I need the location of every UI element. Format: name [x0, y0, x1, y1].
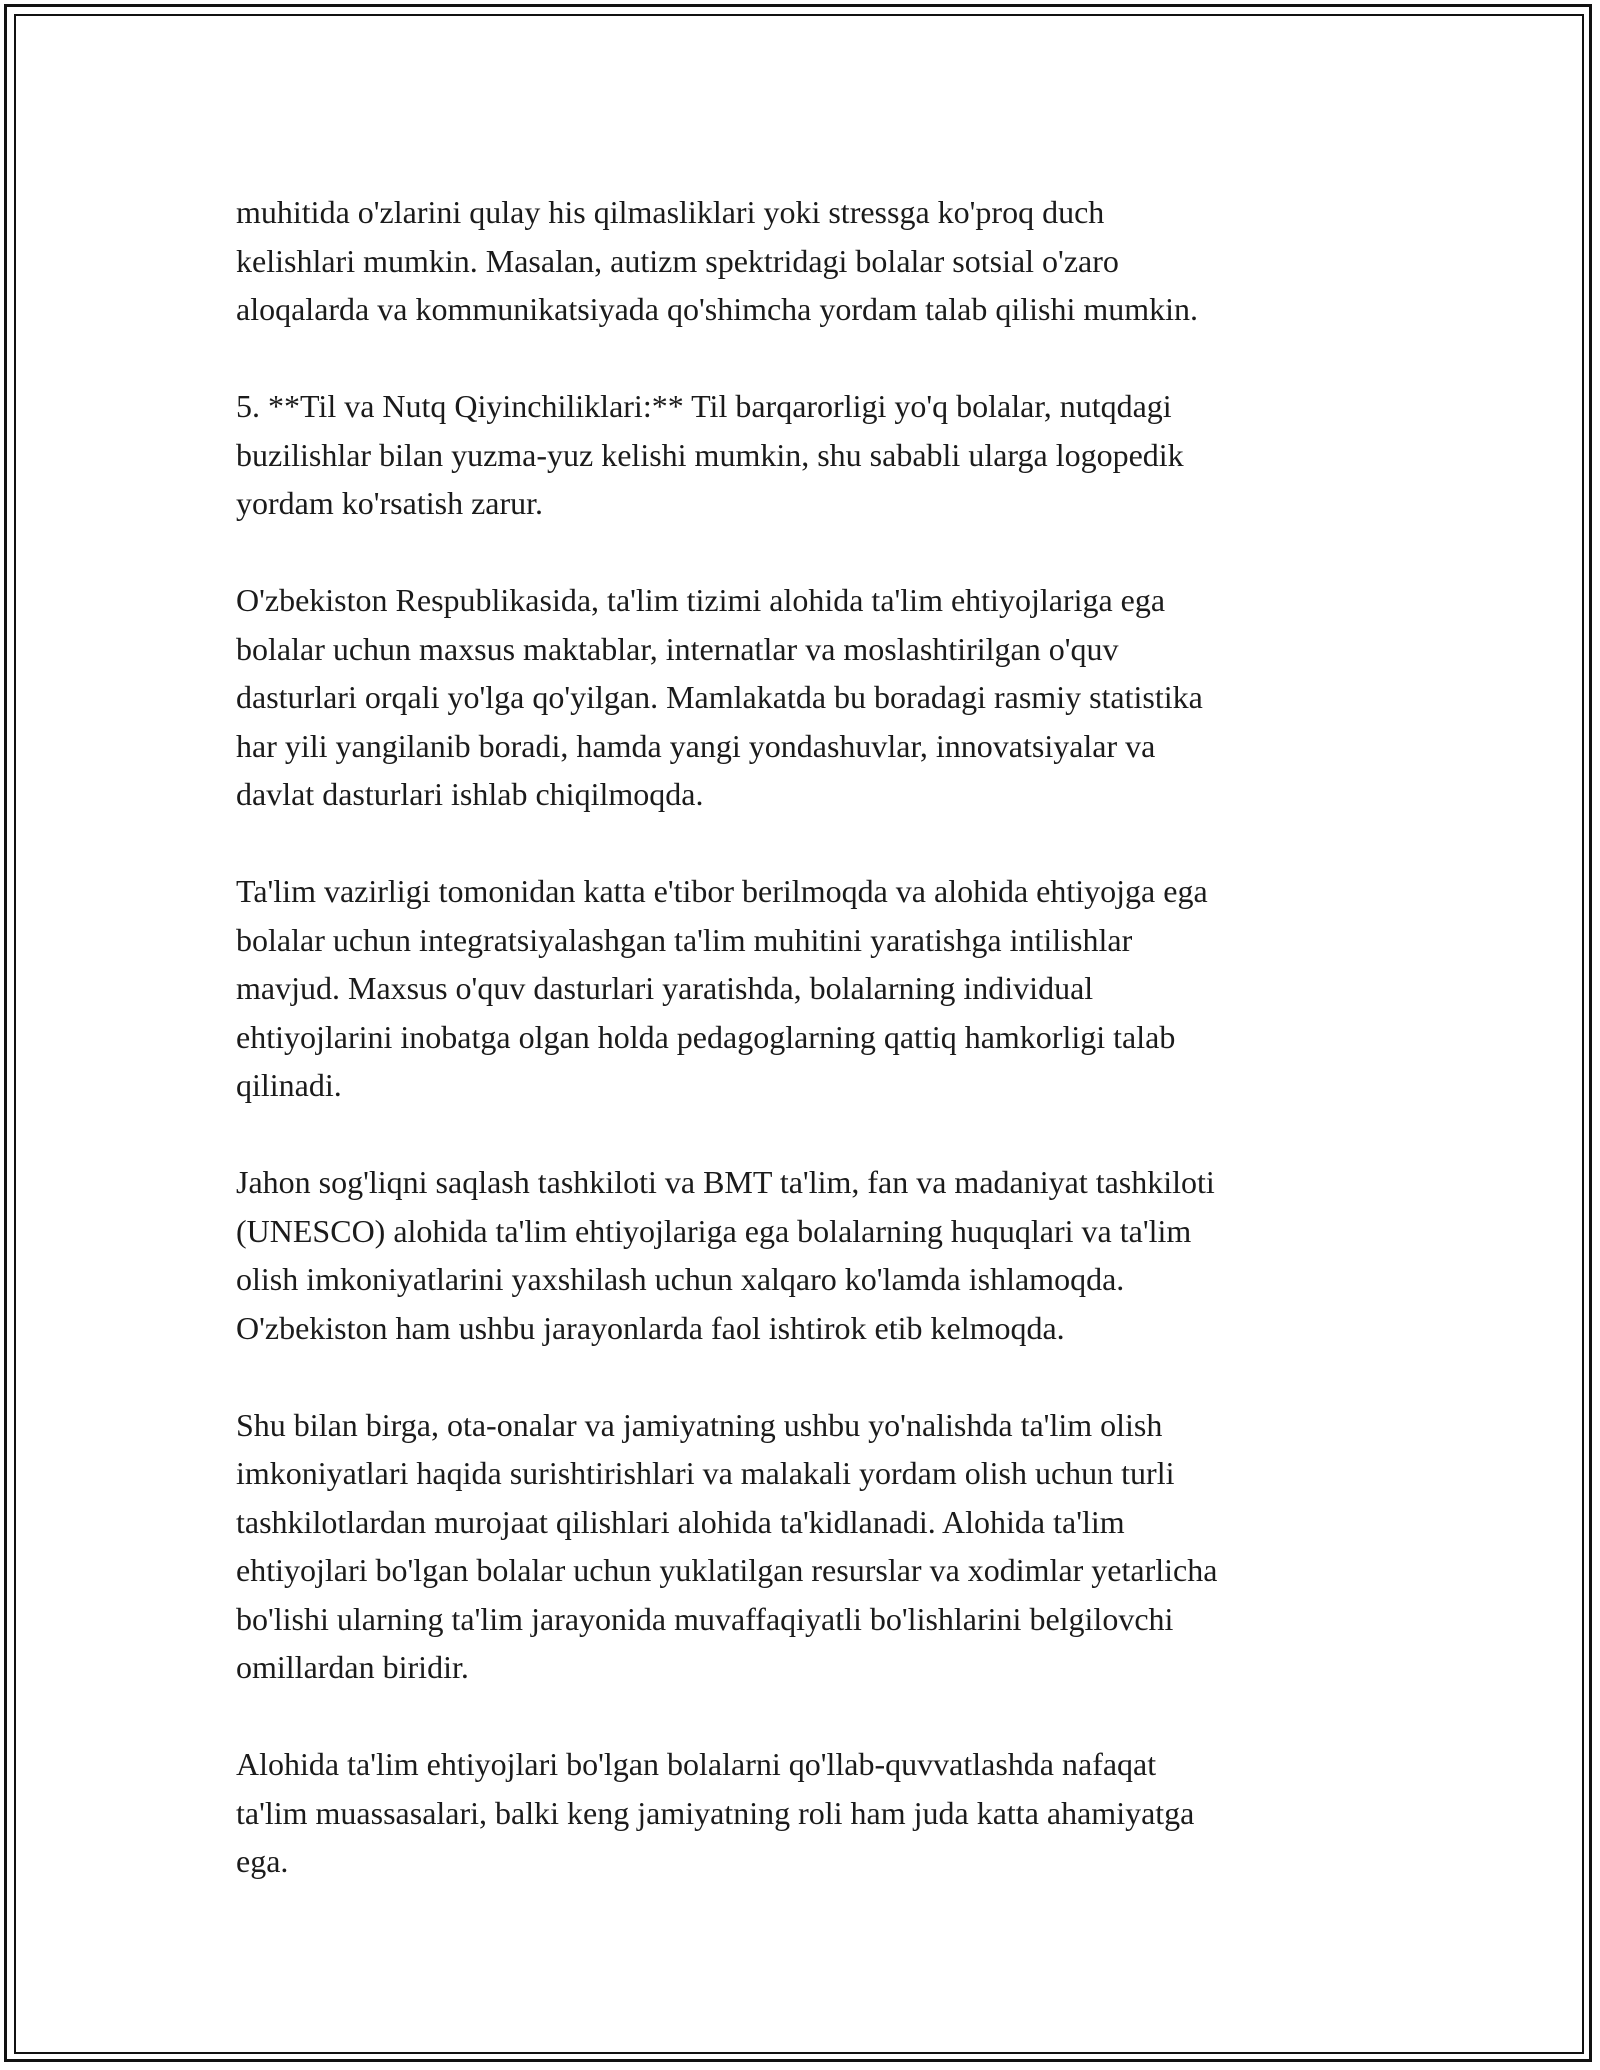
paragraph: [236, 1740, 1376, 1886]
paragraph: [236, 1401, 1376, 1692]
text-line: ega.: [236, 1843, 289, 1879]
text-line: Jahon sog'liqni saqlash tashkiloti va BMT ta'lim, fan va madaniyat tashkiloti: [236, 1164, 1215, 1200]
text-line: olish imkoniyatlarini yaxshilash uchun xalqaro ko'lamda ishlamoqda.: [236, 1261, 1125, 1297]
text-line: aloqalarda va kommunikatsiyada qo'shimcha yordam talab qilishi mumkin.: [236, 291, 1198, 327]
text-line: muhitida o'zlarini qulay his qilmasliklari yoki stressga ko'proq duch: [236, 194, 1105, 230]
text-line: mavjud. Maxsus o'quv dasturlari yaratishda, bolalarning individual: [236, 970, 1094, 1006]
text-line: bo'lishi ularning ta'lim jarayonida muvaffaqiyatli bo'lishlarini belgilovchi: [236, 1600, 1174, 1637]
text-line: har yili yangilanib boradi, hamda yangi yondashuvlar, innovatsiyalar va: [236, 727, 1156, 764]
text-line: O'zbekiston Respublikasida, ta'lim tizimi alohida ta'lim ehtiyojlariga ega: [236, 582, 1166, 618]
paragraph: [236, 1158, 1376, 1352]
text-line: 5. **Til va Nutq Qiyinchiliklari:** Til barqarorligi yo'q bolalar, nutqdagi: [236, 388, 1172, 424]
text-line: ehtiyojlari bo'lgan bolalar uchun yuklatilgan resurslar va xodimlar yetarlicha: [236, 1552, 1218, 1588]
text-line: yordam ko'rsatish zarur.: [236, 485, 544, 521]
text-line: (UNESCO) alohida ta'lim ehtiyojlariga ega bolalarning huquqlari va ta'lim: [236, 1212, 1192, 1249]
paragraph: [236, 382, 1376, 528]
paragraph: [236, 867, 1376, 1110]
text-line: Shu bilan birga, ota-onalar va jamiyatning ushbu yo'nalishda ta'lim olish: [236, 1406, 1163, 1443]
text-line: kelishlari mumkin. Masalan, autizm spektridagi bolalar sotsial o'zaro: [236, 242, 1119, 279]
text-line: omillardan biridir.: [236, 1649, 469, 1685]
text-line: Ta'lim vazirligi tomonidan katta e'tibor berilmoqda va alohida ehtiyojga ega: [236, 873, 1208, 909]
text-line: bolalar uchun maxsus maktablar, internatlar va moslashtirilgan o'quv: [236, 630, 1119, 667]
text-line: Alohida ta'lim ehtiyojlari bo'lgan bolalarni qo'llab-quvvatlashda nafaqat: [236, 1746, 1157, 1782]
text-line: buzilishlar bilan yuzma-yuz kelishi mumkin, shu sababli ularga logopedik: [236, 436, 1184, 473]
document-body: [236, 188, 1376, 1934]
text-line: bolalar uchun integratsiyalashgan ta'lim muhitini yaratishga intilishlar: [236, 921, 1133, 958]
text-line: imkoniyatlari haqida surishtirishlari va malakali yordam olish uchun turli: [236, 1455, 1175, 1491]
paragraph: [236, 188, 1376, 334]
text-line: ta'lim muassasalari, balki keng jamiyatning roli ham juda katta ahamiyatga: [236, 1794, 1195, 1831]
paragraph: [236, 576, 1376, 819]
text-line: ehtiyojlarini inobatga olgan holda pedagoglarning qattiq hamkorligi talab: [236, 1018, 1176, 1055]
text-line: tashkilotlardan murojaat qilishlari alohida ta'kidlanadi. Alohida ta'lim: [236, 1503, 1125, 1540]
text-line: qilinadi.: [236, 1067, 342, 1103]
text-line: O'zbekiston ham ushbu jarayonlarda faol ishtirok etib kelmoqda.: [236, 1309, 1065, 1346]
text-line: dasturlari orqali yo'lga qo'yilgan. Mamlakatda bu boradagi rasmiy statistika: [236, 679, 1203, 715]
text-line: davlat dasturlari ishlab chiqilmoqda.: [236, 776, 704, 812]
